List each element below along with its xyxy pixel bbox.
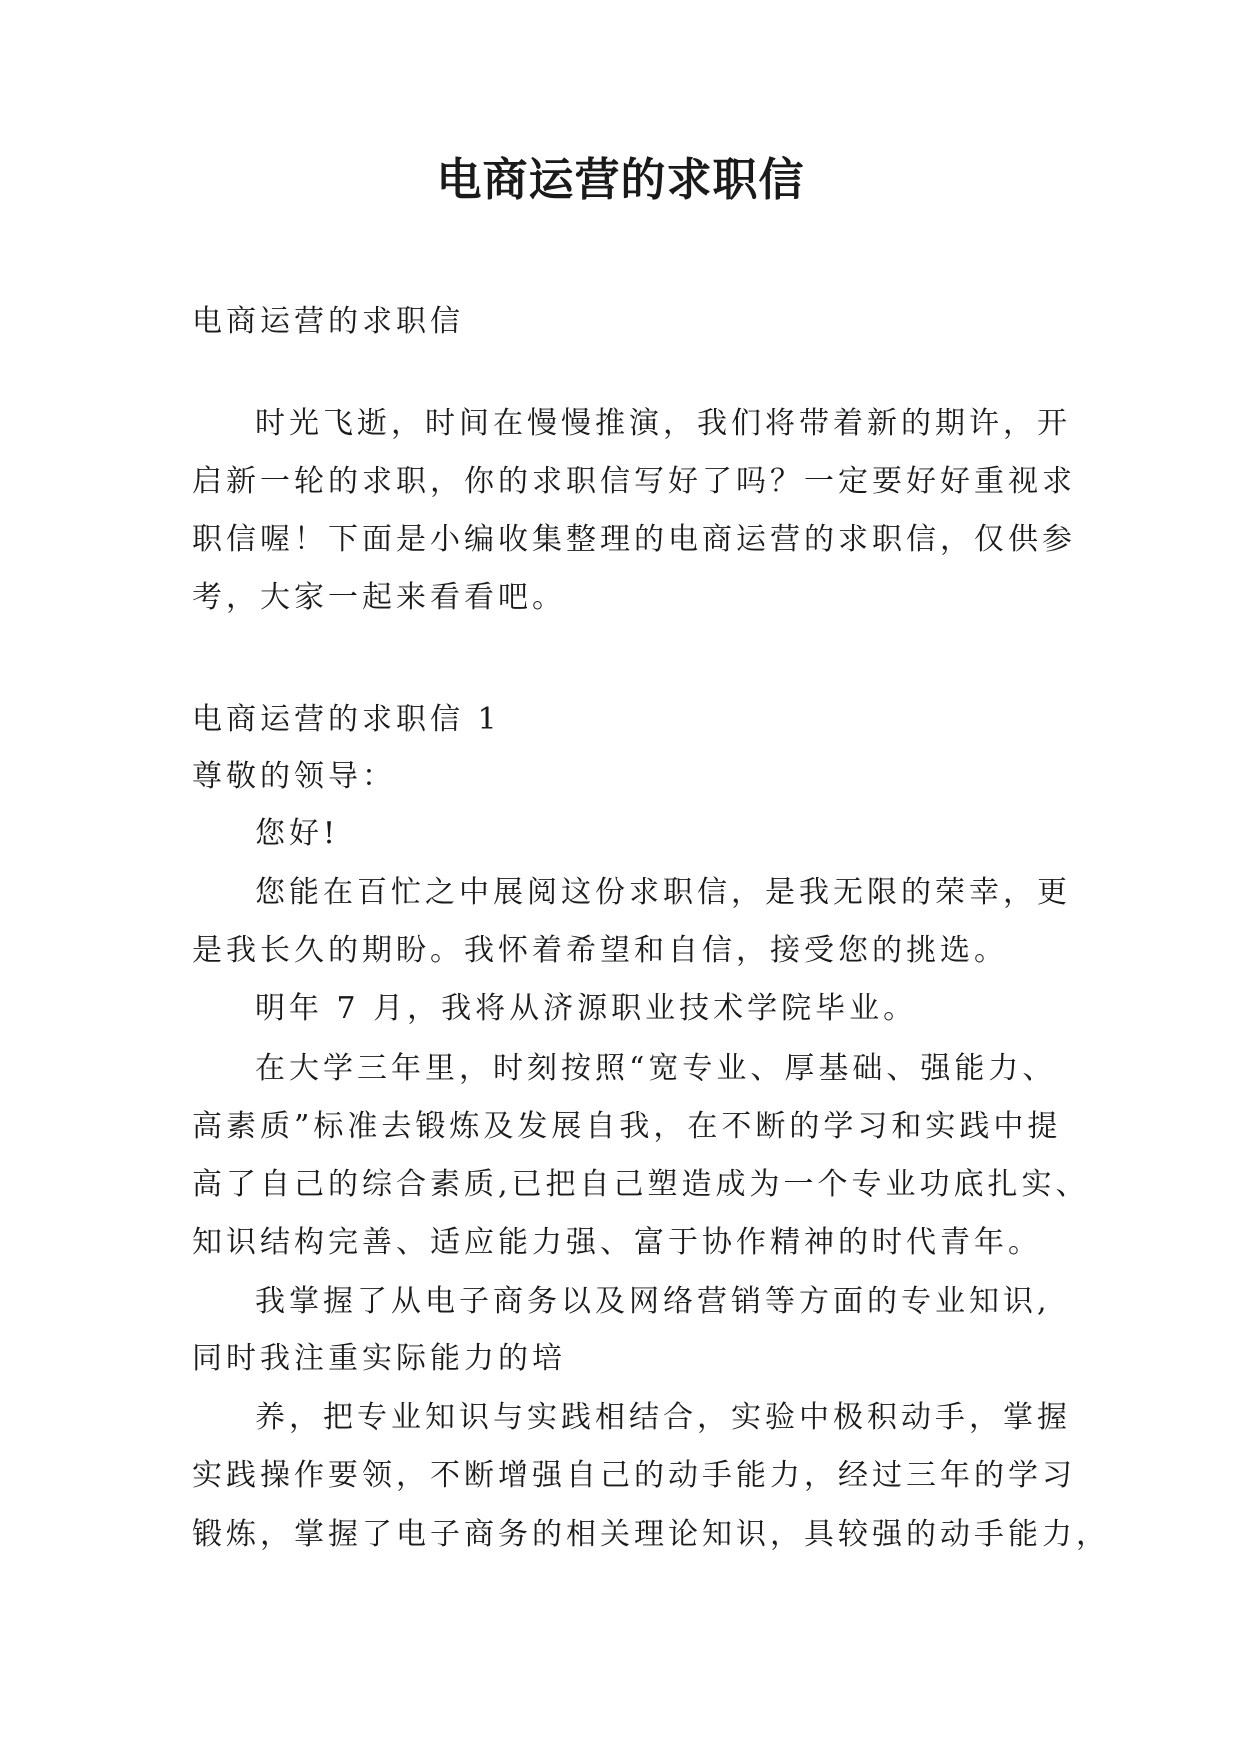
body-line: 锻炼，掌握了电子商务的相关理论知识，具较强的动手能力， xyxy=(192,1517,1110,1552)
body-line: 我掌握了从电子商务以及网络营销等方面的专业知识, xyxy=(255,1284,1051,1319)
body-line: 养，把专业知识与实践相结合，实验中极积动手，掌握 xyxy=(255,1400,1071,1435)
intro-line: 职信喔！下面是小编收集整理的电商运营的求职信，仅供参 xyxy=(192,522,1076,557)
intro-line: 时光飞逝，时间在慢慢推演，我们将带着新的期许，开 xyxy=(255,406,1071,441)
body-line: 知识结构完善、适应能力强、富于协作精神的时代青年。 xyxy=(192,1225,1042,1260)
body-line: 在大学三年里，时刻按照“宽专业、厚基础、强能力、 xyxy=(255,1051,1057,1086)
body-line: 您能在百忙之中展阅这份求职信，是我无限的荣幸，更 xyxy=(255,875,1071,910)
section-heading: 电商运营的求职信 1 xyxy=(192,702,501,737)
intro-line: 启新一轮的求职，你的求职信写好了吗？一定要好好重视求 xyxy=(192,464,1076,499)
page-title: 电商运营的求职信 xyxy=(436,153,805,206)
salutation: 尊敬的领导： xyxy=(192,759,396,794)
doc-subtitle: 电商运营的求职信 xyxy=(192,304,464,339)
body-line: 实践操作要领，不断增强自己的动手能力，经过三年的学习 xyxy=(192,1458,1076,1493)
body-line: 明年 7 月，我将从济源职业技术学院毕业。 xyxy=(255,991,918,1026)
body-line: 同时我注重实际能力的培 xyxy=(192,1341,566,1376)
body-line: 是我长久的期盼。我怀着希望和自信，接受您的挑选。 xyxy=(192,933,1008,968)
body-line: 高素质”标准去锻炼及发展自我，在不断的学习和实践中提 xyxy=(192,1109,1062,1144)
body-line: 高了自己的综合素质,已把自己塑造成为一个专业功底扎实、 xyxy=(192,1167,1090,1202)
intro-line: 考，大家一起来看看吧。 xyxy=(192,580,566,615)
greeting: 您好! xyxy=(255,816,340,851)
